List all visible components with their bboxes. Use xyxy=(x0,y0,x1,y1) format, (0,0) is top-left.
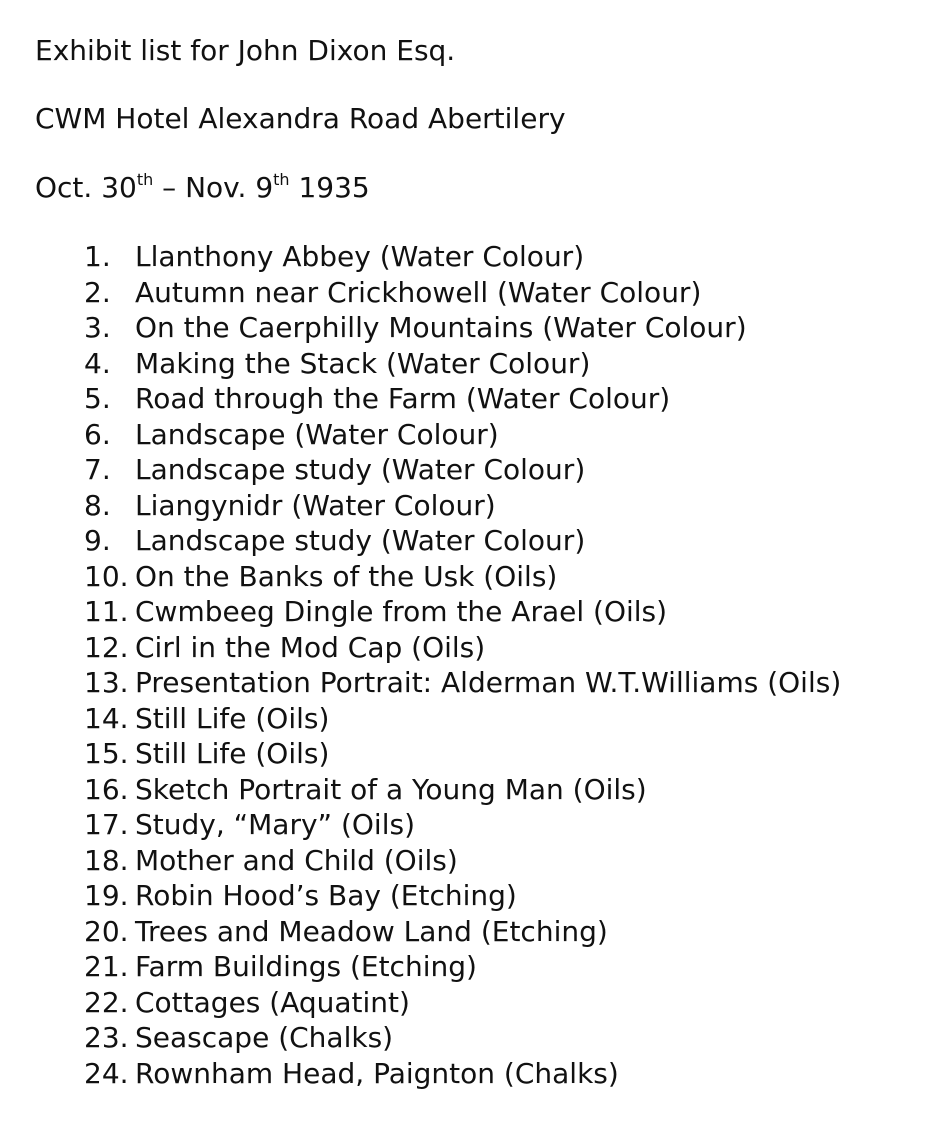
exhibit-title: Rownham Head, Paignton (Chalks) xyxy=(135,1056,619,1090)
exhibit-number: 15. xyxy=(84,737,129,770)
exhibit-item xyxy=(84,523,841,559)
exhibit-title: Road through the Farm (Water Colour) xyxy=(135,382,671,415)
exhibit-title: Landscape (Water Colour) xyxy=(135,417,499,451)
exhibit-title: On the Caerphilly Mountains (Water Colour) xyxy=(135,311,747,344)
exhibit-title: Liangynidr (Water Colour) xyxy=(135,488,496,522)
exhibit-title: Landscape study (Water Colour) xyxy=(135,524,586,557)
exhibit-number: 21. xyxy=(84,950,129,983)
exhibit-number: 2. xyxy=(84,275,111,309)
exhibit-number: 4. xyxy=(84,346,111,380)
venue-line: CWM Hotel Alexandra Road Abertilery xyxy=(35,102,566,135)
exhibit-number: 7. xyxy=(84,453,111,486)
exhibit-number: 5. xyxy=(84,382,111,415)
exhibit-number: 16. xyxy=(84,772,129,806)
exhibit-item xyxy=(84,807,841,843)
exhibit-number: 1. xyxy=(84,240,111,273)
exhibit-item xyxy=(84,310,841,346)
exhibit-title: Cirl in the Mod Cap (Oils) xyxy=(135,630,486,664)
end-date: – Nov. 9 xyxy=(153,171,274,204)
exhibit-item xyxy=(84,985,841,1021)
exhibit-item xyxy=(84,239,841,275)
exhibit-item xyxy=(84,736,841,772)
exhibit-title: Seascape (Chalks) xyxy=(135,1021,394,1054)
exhibit-title: On the Banks of the Usk (Oils) xyxy=(135,559,558,593)
exhibit-item xyxy=(84,275,841,311)
exhibit-number: 14. xyxy=(84,701,129,735)
exhibit-item xyxy=(84,559,841,595)
document-title: Exhibit list for John Dixon Esq. xyxy=(35,34,456,67)
exhibit-number: 6. xyxy=(84,417,111,451)
exhibit-item xyxy=(84,381,841,417)
exhibit-number: 11. xyxy=(84,595,129,628)
exhibit-number: 24. xyxy=(84,1056,129,1090)
exhibit-title: Sketch Portrait of a Young Man (Oils) xyxy=(135,772,647,806)
exhibit-title: Still Life (Oils) xyxy=(135,737,330,770)
exhibit-title: Study, “Mary” (Oils) xyxy=(135,808,415,841)
exhibit-number: 10. xyxy=(84,559,129,593)
exhibit-number: 20. xyxy=(84,914,129,948)
exhibit-item xyxy=(84,949,841,985)
exhibit-title: Autumn near Crickhowell (Water Colour) xyxy=(135,275,702,309)
exhibit-title: Farm Buildings (Etching) xyxy=(135,950,477,983)
exhibit-item xyxy=(84,843,841,879)
exhibit-item xyxy=(84,1056,841,1092)
start-date-ordinal: th xyxy=(136,170,154,189)
exhibit-item xyxy=(84,701,841,737)
exhibit-number: 3. xyxy=(84,311,111,344)
exhibit-number: 18. xyxy=(84,843,129,877)
exhibit-title: Cottages (Aquatint) xyxy=(135,985,410,1019)
exhibit-number: 17. xyxy=(84,808,129,841)
exhibit-item xyxy=(84,914,841,950)
exhibit-number: 23. xyxy=(84,1021,129,1054)
exhibit-title: Llanthony Abbey (Water Colour) xyxy=(135,240,585,273)
exhibit-number: 19. xyxy=(84,879,129,912)
exhibit-item xyxy=(84,772,841,808)
exhibition-year: 1935 xyxy=(289,171,370,204)
exhibit-number: 12. xyxy=(84,630,129,664)
exhibit-number: 22. xyxy=(84,985,129,1019)
exhibit-item xyxy=(84,665,841,701)
exhibit-item xyxy=(84,452,841,488)
exhibit-title: Cwmbeeg Dingle from the Arael (Oils) xyxy=(135,595,668,628)
exhibit-title: Mother and Child (Oils) xyxy=(135,843,458,877)
exhibit-item xyxy=(84,488,841,524)
exhibit-number: 8. xyxy=(84,488,111,522)
exhibit-item xyxy=(84,594,841,630)
exhibit-item xyxy=(84,630,841,666)
end-date-ordinal: th xyxy=(273,170,290,189)
exhibit-number: 13. xyxy=(84,666,129,699)
exhibit-title: Presentation Portrait: Alderman W.T.Williams (Oils) xyxy=(135,666,842,699)
exhibit-item xyxy=(84,878,841,914)
exhibit-title: Still Life (Oils) xyxy=(135,701,330,735)
exhibit-item xyxy=(84,417,841,453)
exhibit-item xyxy=(84,346,841,382)
exhibition-dates xyxy=(35,170,370,206)
exhibit-title: Trees and Meadow Land (Etching) xyxy=(135,914,608,948)
exhibit-number: 9. xyxy=(84,524,111,557)
exhibit-title: Robin Hood’s Bay (Etching) xyxy=(135,879,517,912)
exhibit-item xyxy=(84,1020,841,1056)
exhibit-list xyxy=(84,239,841,1091)
exhibit-title: Landscape study (Water Colour) xyxy=(135,453,586,486)
start-date: Oct. 30 xyxy=(35,171,137,204)
exhibit-title: Making the Stack (Water Colour) xyxy=(135,346,591,380)
